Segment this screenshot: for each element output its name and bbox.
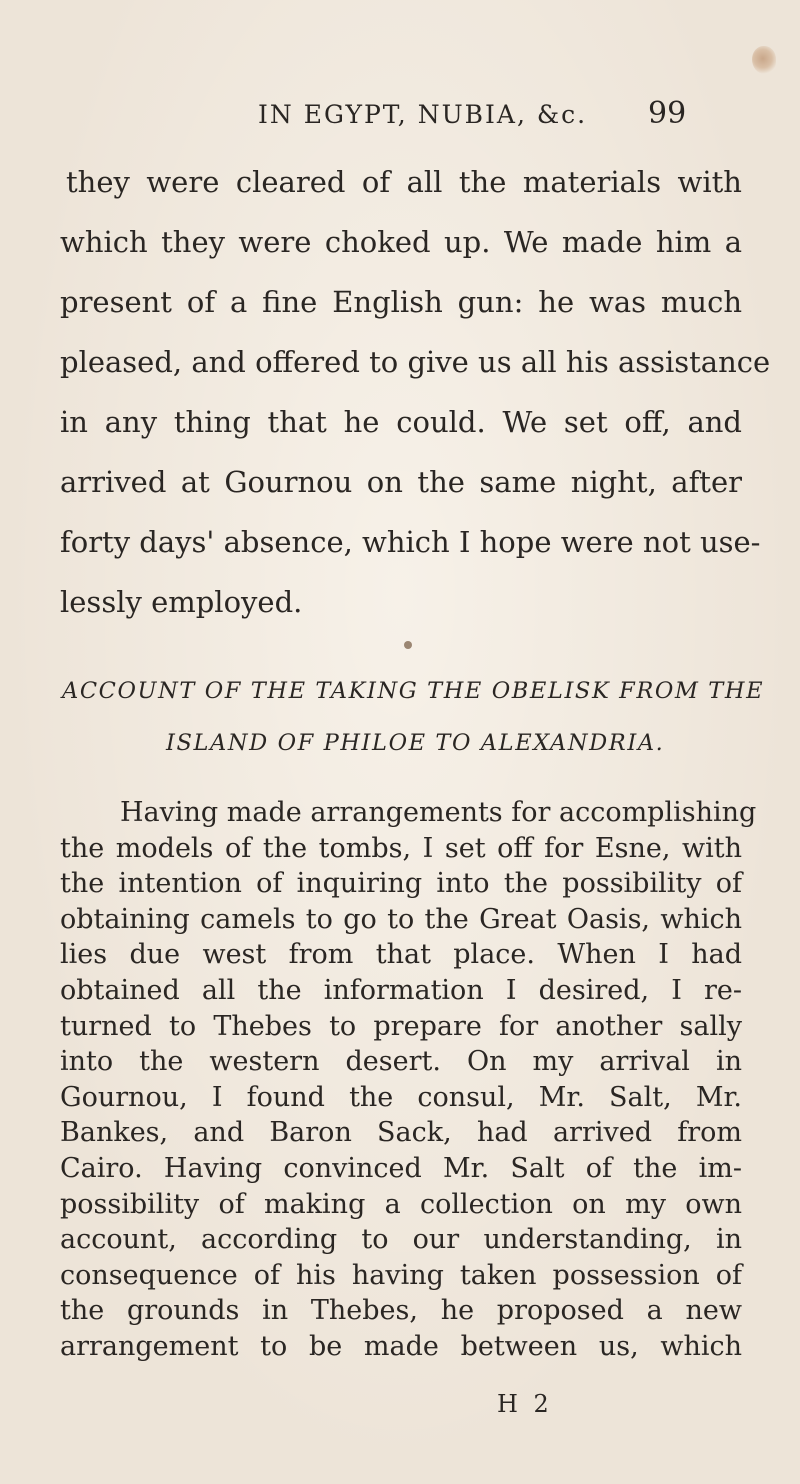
text-line: lessly employed.: [60, 585, 303, 619]
section-heading-line: ISLAND OF PHILOE TO ALEXANDRIA.: [166, 730, 665, 756]
text-line: forty days' absence, which I hope were not use-: [60, 525, 761, 559]
text-line: account, according to our understanding, in: [60, 1224, 742, 1255]
text-line: pleased, and offered to give us all his assistance: [60, 345, 771, 379]
text-line: the grounds in Thebes, he proposed a new: [60, 1295, 742, 1326]
text-line: arrived at Gournou on the same night, after: [60, 465, 742, 499]
running-head-title: IN EGYPT, NUBIA, &c.: [258, 100, 588, 129]
text-line: consequence of his having taken possession of: [60, 1260, 742, 1291]
section-heading-line: ACCOUNT OF THE TAKING THE OBELISK FROM THE: [62, 678, 765, 704]
ink-dot: [404, 641, 412, 649]
text-line: Having made arrangements for accomplishing: [120, 797, 757, 828]
text-line: arrangement to be made between us, which: [60, 1331, 742, 1362]
text-line: present of a fine English gun: he was much: [60, 285, 742, 319]
text-line: obtaining camels to go to the Great Oasis, which: [60, 904, 742, 935]
text-line: into the western desert. On my arrival in: [60, 1046, 742, 1077]
text-line: lies due west from that place. When I had: [60, 939, 742, 970]
text-line: which they were choked up. We made him a: [60, 225, 742, 259]
text-line: the intention of inquiring into the possibility of: [60, 868, 742, 899]
signature-mark: H 2: [497, 1390, 553, 1418]
text-line: in any thing that he could. We set off, and: [60, 405, 742, 439]
text-line: the models of the tombs, I set off for Esne, with: [60, 833, 742, 864]
text-line: they were cleared of all the materials with: [66, 165, 742, 199]
text-line: possibility of making a collection on my own: [60, 1189, 742, 1220]
text-line: Bankes, and Baron Sack, had arrived from: [60, 1117, 742, 1148]
text-line: Cairo. Having convinced Mr. Salt of the im-: [60, 1153, 742, 1184]
running-head: [0, 96, 800, 136]
text-line: Gournou, I found the consul, Mr. Salt, Mr.: [60, 1082, 742, 1113]
page-number: 99: [648, 96, 687, 131]
text-line: obtained all the information I desired, I re-: [60, 975, 742, 1006]
ink-stain: [752, 46, 776, 74]
text-line: turned to Thebes to prepare for another sally: [60, 1011, 742, 1042]
